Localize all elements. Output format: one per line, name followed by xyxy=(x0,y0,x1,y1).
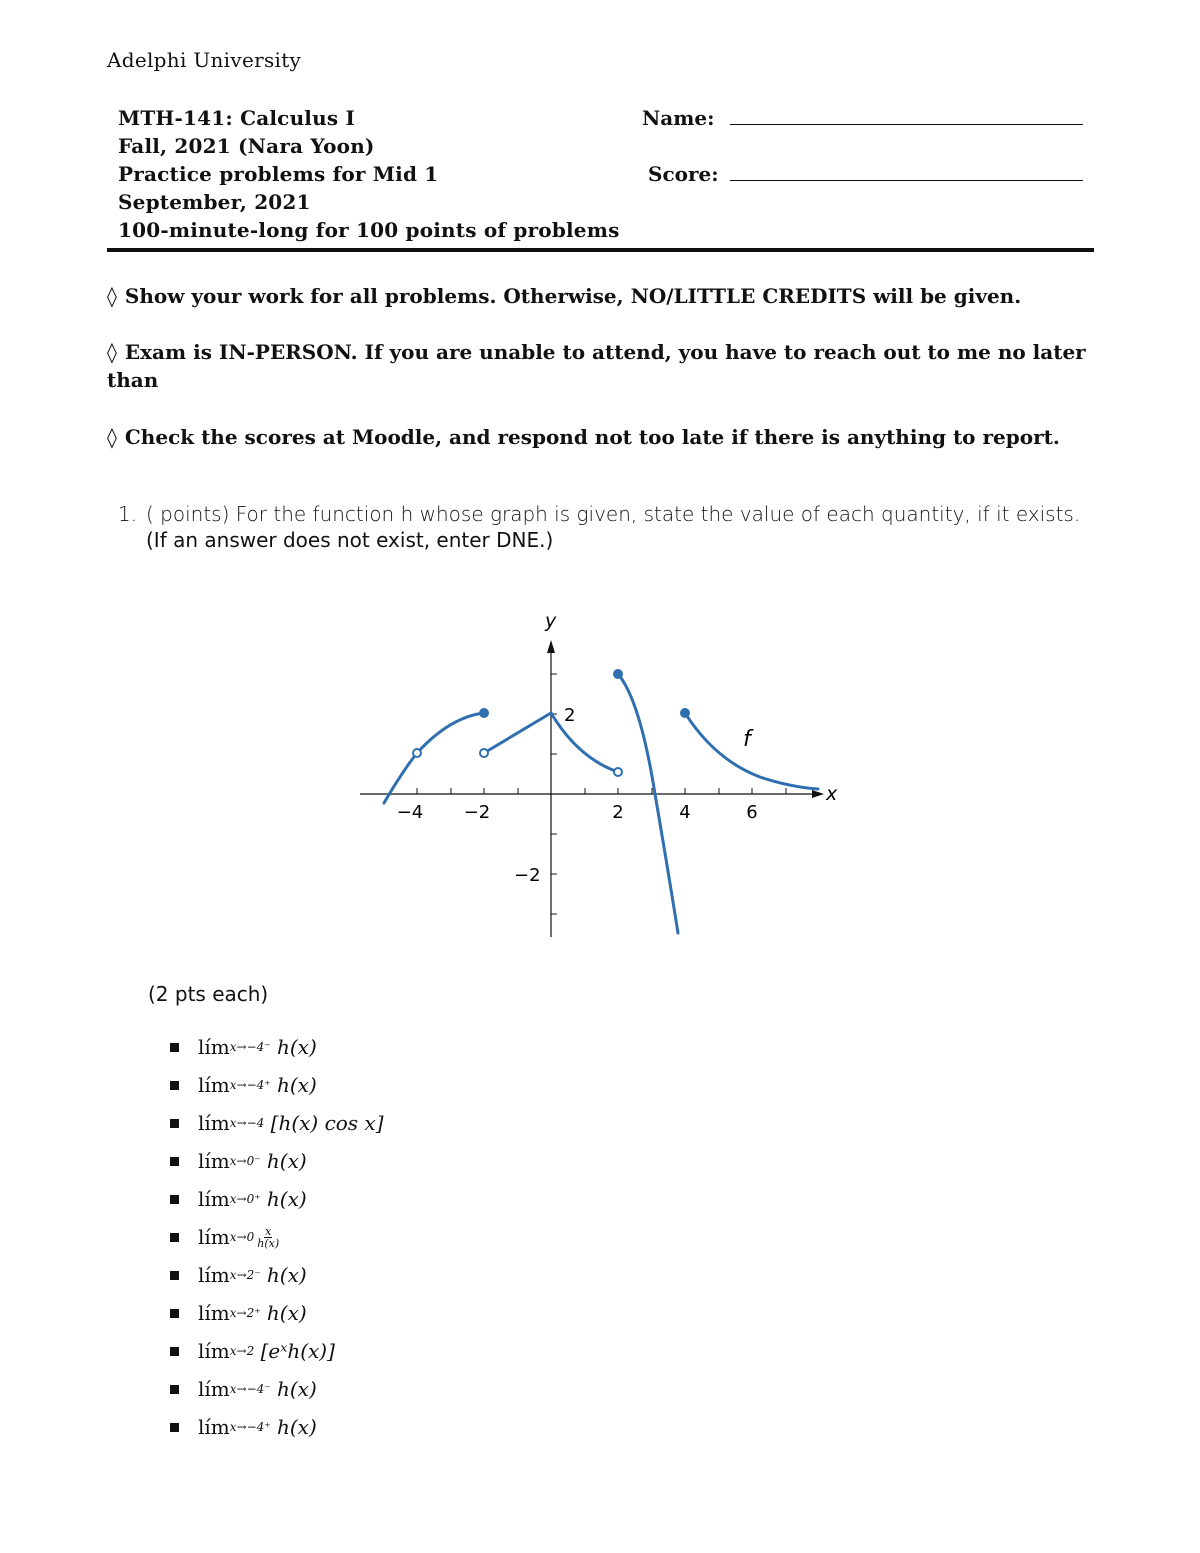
x-axis-arrow xyxy=(812,790,824,798)
list-item: lím x→−4⁺ h(x) xyxy=(170,1066,384,1104)
problem-number: 1. xyxy=(118,502,138,526)
bullet-square-icon xyxy=(170,1423,179,1432)
name-label: Name: xyxy=(642,106,715,130)
score-label: Score: xyxy=(648,162,719,186)
x-tick-label: −4 xyxy=(396,802,424,823)
list-item: lím x→0 $\frac{x}{h(x)}$ xyxy=(170,1218,384,1256)
list-item: lím x→0⁺ h(x) xyxy=(170,1180,384,1218)
closed-point xyxy=(479,708,489,718)
x-axis-label: x xyxy=(826,783,838,805)
bullet-square-icon xyxy=(170,1385,179,1394)
list-item: lím x→−4 [h(x) cos x] xyxy=(170,1104,384,1142)
function-label: f xyxy=(743,727,751,752)
y-tick-label: −2 xyxy=(514,865,541,886)
x-tick-label: 2 xyxy=(612,802,624,823)
fraction: $\frac{x}{h(x)}$ xyxy=(257,1224,280,1250)
list-item: lím x→2 [eˣh(x)] xyxy=(170,1332,384,1370)
x-tick-label: 6 xyxy=(746,802,758,823)
y-axis-label: y xyxy=(545,610,557,632)
instruction-show-work: ◊ Show your work for all problems. Otherwise, NO/LITTLE CREDITS will be given. xyxy=(107,284,1022,308)
diamond-icon: ◊ xyxy=(107,425,117,449)
curve-segment-decay xyxy=(551,713,618,772)
list-item: lím x→2⁺ h(x) xyxy=(170,1294,384,1332)
diamond-icon: ◊ xyxy=(107,340,117,364)
name-field[interactable] xyxy=(730,108,1083,125)
document-title: Practice problems for Mid 1 xyxy=(118,162,439,186)
score-field[interactable] xyxy=(730,164,1083,181)
exam-duration: 100-minute-long for 100 points of problems xyxy=(118,218,620,242)
problem-1-note: (If an answer does not exist, enter DNE.) xyxy=(146,528,554,552)
curve-segment-tail xyxy=(685,713,818,789)
bullet-square-icon xyxy=(170,1081,179,1090)
list-item: lím x→−4⁻ h(x) xyxy=(170,1370,384,1408)
limits-list xyxy=(170,1028,384,1446)
list-item: lím x→0⁻ h(x) xyxy=(170,1142,384,1180)
y-axis-arrow xyxy=(547,640,555,653)
term: Fall, 2021 (Nara Yoon) xyxy=(118,134,375,158)
open-point xyxy=(480,749,488,757)
points-note: (2 pts each) xyxy=(148,982,269,1006)
bullet-square-icon xyxy=(170,1309,179,1318)
curve-segment-plunge xyxy=(618,674,678,933)
curve-segment-left xyxy=(384,753,417,803)
closed-point xyxy=(680,708,690,718)
list-item: lím x→−4⁺ h(x) xyxy=(170,1408,384,1446)
open-point xyxy=(413,749,421,757)
problem-1-prompt: 1. ( points) For the function h whose graph is given, state the value of each quantity, if it exists. xyxy=(118,502,1081,526)
x-tick-label: −2 xyxy=(463,802,491,823)
header-divider xyxy=(107,248,1094,252)
curve-segment-linear xyxy=(484,713,551,753)
list-item: lím x→2⁻ h(x) xyxy=(170,1256,384,1294)
university-name: Adelphi University xyxy=(107,48,302,72)
bullet-square-icon xyxy=(170,1347,179,1356)
course-title: MTH-141: Calculus I xyxy=(118,106,356,130)
function-graph xyxy=(350,600,850,945)
x-tick-marks xyxy=(417,788,786,794)
instruction-moodle: ◊ Check the scores at Moodle, and respond not too late if there is anything to report. xyxy=(107,425,1060,449)
diamond-icon: ◊ xyxy=(107,284,117,308)
bullet-square-icon xyxy=(170,1043,179,1052)
y-tick-label: 2 xyxy=(564,705,576,726)
bullet-square-icon xyxy=(170,1119,179,1128)
curve-segment-rise xyxy=(417,713,484,753)
closed-point xyxy=(613,669,623,679)
list-item: lím x→−4⁻ h(x) xyxy=(170,1028,384,1066)
bullet-square-icon xyxy=(170,1271,179,1280)
bullet-square-icon xyxy=(170,1157,179,1166)
open-point xyxy=(614,768,622,776)
exam-date: September, 2021 xyxy=(118,190,311,214)
bullet-square-icon xyxy=(170,1195,179,1204)
bullet-square-icon xyxy=(170,1233,179,1242)
instruction-in-person: ◊ Exam is IN-PERSON. If you are unable to attend, you have to reach out to me no later than xyxy=(107,340,1086,392)
x-tick-label: 4 xyxy=(679,802,691,823)
